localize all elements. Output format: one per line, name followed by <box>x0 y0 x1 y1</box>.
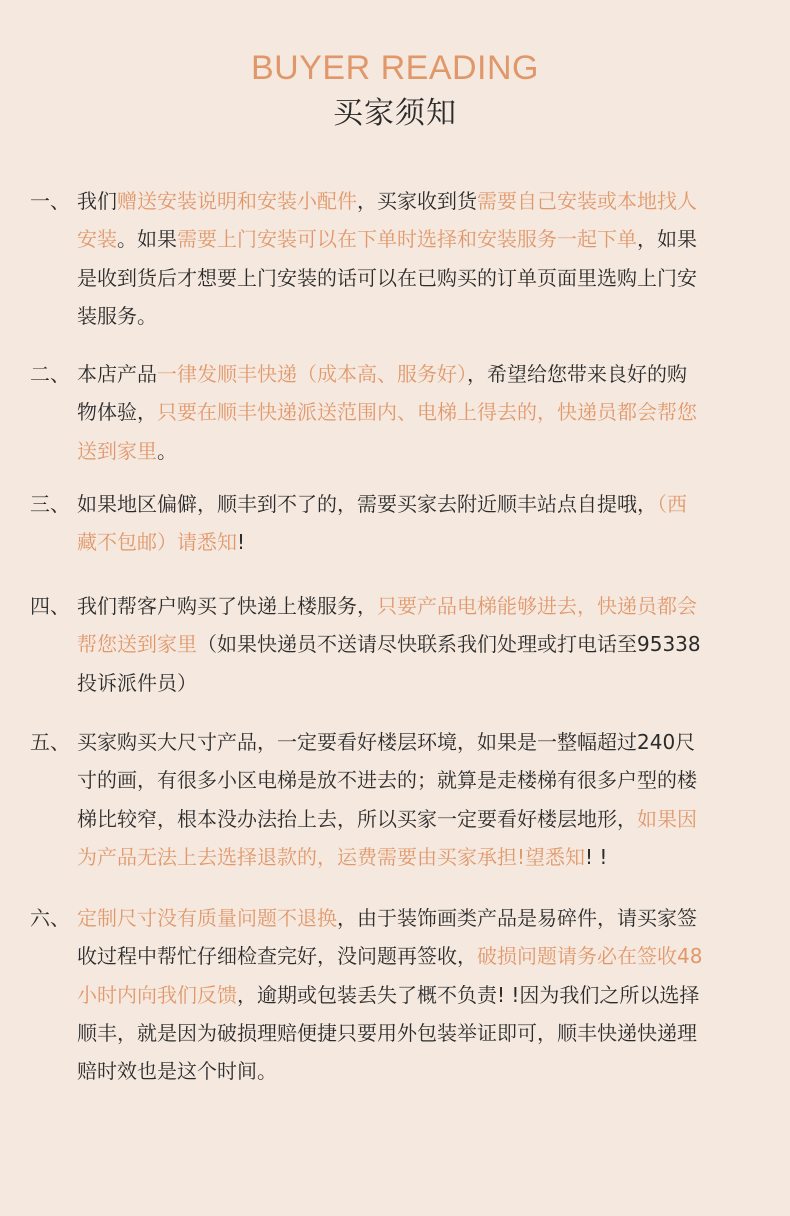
body-text: 我们 <box>77 189 117 213</box>
text-line <box>77 485 767 523</box>
highlighted-text: 如果因 <box>637 806 697 831</box>
highlighted-text: 破损问题请务必在签收48 <box>477 944 703 969</box>
body-text: 物体验， <box>77 400 157 425</box>
body-text: 是收到货后才想要上门安装的话可以在已购买的订单页面里选购上门安 <box>77 265 697 290</box>
body-text: 投诉派件员） <box>77 670 197 695</box>
body-text: ，由于装饰画类产品是易碎件，请买家签 <box>337 906 697 930</box>
text-line <box>77 1052 767 1090</box>
body-text: 。如果 <box>117 227 177 252</box>
text-line <box>77 976 767 1014</box>
body-text: 如果地区偏僻，顺丰到不了的，需要买家去附近顺丰站点自提哦， <box>77 492 657 516</box>
highlighted-text: 小时内向我们反馈 <box>77 982 237 1007</box>
body-text: ，如果 <box>637 227 697 252</box>
highlighted-text: 需要自己安装或本地找人 <box>477 189 697 213</box>
item-number: 三、 <box>30 492 70 516</box>
highlighted-text: 一律发顺丰快递（成本高、服务好） <box>157 362 467 386</box>
item-body <box>77 485 767 562</box>
title-chinese: 买家须知 <box>333 96 457 131</box>
item-number: 五、 <box>30 730 70 754</box>
body-text: ! <box>237 530 246 555</box>
text-line <box>77 355 767 393</box>
item-body <box>77 355 767 470</box>
highlighted-text: 只要产品电梯能够进去，快递员都会 <box>377 594 697 618</box>
item-body <box>77 899 767 1090</box>
text-line <box>77 723 767 761</box>
item-body <box>77 723 767 876</box>
text-line <box>77 587 767 625</box>
body-text: ，逾期或包装丢失了概不负责! !因为我们之所以选择 <box>237 982 700 1007</box>
text-line <box>77 664 767 702</box>
highlighted-text: 为产品无法上去选择退款的，运费需要由买家承担!望悉知 <box>77 844 586 869</box>
highlighted-text: 只要在顺丰快递派送范围内、电梯上得去的，快递员都会帮您 <box>157 400 697 425</box>
body-text: 。 <box>157 438 177 463</box>
body-text: 寸的画，有很多小区电梯是放不进去的；就算是走楼梯有很多户型的楼 <box>77 768 697 793</box>
text-line <box>77 937 767 975</box>
body-text: 我们帮客户购买了快递上楼服务， <box>77 594 377 618</box>
text-line <box>77 899 767 937</box>
item-body <box>77 587 767 702</box>
body-text: 赔时效也是这个时间。 <box>77 1059 277 1084</box>
text-line <box>77 432 767 470</box>
body-text: 装服务。 <box>77 303 157 328</box>
body-text: 梯比较窄，根本没办法抬上去，所以买家一定要看好楼层地形， <box>77 806 637 831</box>
text-line <box>77 259 767 297</box>
body-text: ，希望给您带来良好的购 <box>467 362 687 386</box>
item-number: 六、 <box>30 906 70 930</box>
body-text: （如果快递员不送请尽快联系我们处理或打电话至95338 <box>197 632 701 657</box>
body-text: 本店产品 <box>77 362 157 386</box>
item-body <box>77 182 767 335</box>
item-number: 四、 <box>30 594 70 618</box>
body-text: ，买家收到货 <box>357 189 477 213</box>
highlighted-text: （西 <box>657 492 687 516</box>
text-line <box>77 800 767 838</box>
text-line <box>77 297 767 335</box>
body-text: 买家购买大尺寸产品，一定要看好楼层环境，如果是一整幅超过240尺 <box>77 730 696 754</box>
highlighted-text: 藏不包邮）请悉知 <box>77 530 237 555</box>
text-line <box>77 182 767 220</box>
highlighted-text: 需要上门安装可以在下单时选择和安装服务一起下单 <box>177 227 637 252</box>
text-line <box>77 393 767 431</box>
body-text: ! ! <box>585 844 608 869</box>
text-line <box>77 220 767 258</box>
highlighted-text: 定制尺寸没有质量问题不退换 <box>77 906 337 930</box>
highlighted-text: 送到家里 <box>77 438 157 463</box>
highlighted-text: 赠送安装说明和安装小配件 <box>117 189 357 213</box>
item-number: 一、 <box>30 189 70 213</box>
highlighted-text: 安装 <box>77 227 117 252</box>
body-text: 收过程中帮忙仔细检查完好，没问题再签收， <box>77 944 477 969</box>
text-line <box>77 838 767 876</box>
item-number: 二、 <box>30 362 70 386</box>
body-text: 顺丰，就是因为破损理赔便捷只要用外包装举证即可，顺丰快递快递理 <box>77 1020 697 1045</box>
text-line <box>77 625 767 663</box>
highlighted-text: 帮您送到家里 <box>77 632 197 657</box>
text-line <box>77 761 767 799</box>
text-line <box>77 1014 767 1052</box>
text-line <box>77 523 767 561</box>
title-english: BUYER READING <box>251 49 539 87</box>
